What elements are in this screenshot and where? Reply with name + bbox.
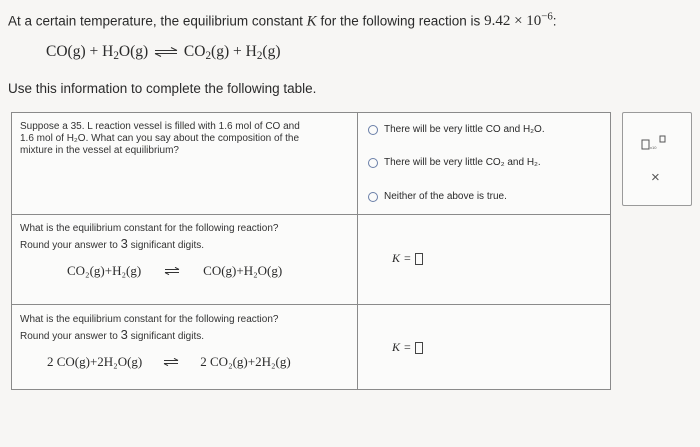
- svg-text:x10: x10: [650, 145, 657, 150]
- radio-button[interactable]: [368, 192, 378, 202]
- intro-text: At a certain temperature, the equilibrium constant: [8, 13, 303, 29]
- question-cell: [12, 215, 358, 304]
- question-cell: [12, 305, 358, 389]
- option-very-little-co-h2o[interactable]: [368, 124, 545, 135]
- radio-button[interactable]: [368, 125, 378, 135]
- reaction-equation: 2 CO(g)+2H₂O(g) 2 CO₂(g)+2H₂(g): [47, 354, 291, 369]
- equilibrium-arrow-icon: [153, 47, 179, 57]
- answer-cell: [358, 113, 610, 214]
- k-symbol: K: [306, 13, 317, 30]
- reaction-equation: CO₂(g)+H₂(g) CO(g)+H₂O(g): [67, 263, 283, 278]
- option-label: There will be very little CO and H₂O.: [384, 124, 545, 135]
- k-answer-input[interactable]: [415, 253, 423, 265]
- question-text: What is the equilibrium constant for the following reaction? Round your answer to 3 significant digits.: [20, 223, 279, 251]
- k-answer: K =: [392, 251, 423, 266]
- option-very-little-co2-h2[interactable]: [368, 157, 541, 168]
- problem-statement: At a certain temperature, the equilibrium constant K for the following reaction is $9.42 \times 10^{-6}$:: [8, 11, 557, 30]
- k-value: $9.42 \times 10^{-6}$: [484, 11, 553, 30]
- math-toolbar: [622, 112, 692, 206]
- question-text: Suppose a 35. L reaction vessel is filled with 1.6 mol of CO and 1.6 mol of H₂O. What can you say about the composition of the mixture in the vessel at equilibrium?: [20, 121, 300, 156]
- table-row: [12, 215, 610, 305]
- intro-text-2: for the following reaction is: [320, 13, 481, 29]
- equilibrium-arrow-icon: [162, 358, 180, 366]
- option-label: Neither of the above is true.: [384, 191, 507, 202]
- question-table: [11, 112, 611, 390]
- question-text: What is the equilibrium constant for the following reaction? Round your answer to 3 significant digits.: [20, 314, 279, 342]
- answer-cell: [358, 215, 610, 304]
- k-answer-input[interactable]: [415, 342, 423, 354]
- main-reaction-equation: $CO(g) + H_2O(g) CO_2(g) + H_2(g)$: [46, 43, 281, 62]
- equilibrium-arrow-icon: [163, 267, 181, 275]
- option-label: There will be very little CO₂ and H₂.: [384, 157, 541, 168]
- table-row: [12, 305, 610, 389]
- instruction-text: Use this information to complete the following table.: [8, 81, 317, 96]
- times-ten-icon[interactable]: [641, 135, 669, 151]
- table-row: [12, 113, 610, 215]
- close-icon[interactable]: ×: [651, 169, 660, 186]
- question-cell: [12, 113, 358, 214]
- option-neither[interactable]: [368, 191, 507, 202]
- radio-button[interactable]: [368, 158, 378, 168]
- k-answer: K =: [392, 340, 423, 355]
- answer-cell: [358, 305, 610, 389]
